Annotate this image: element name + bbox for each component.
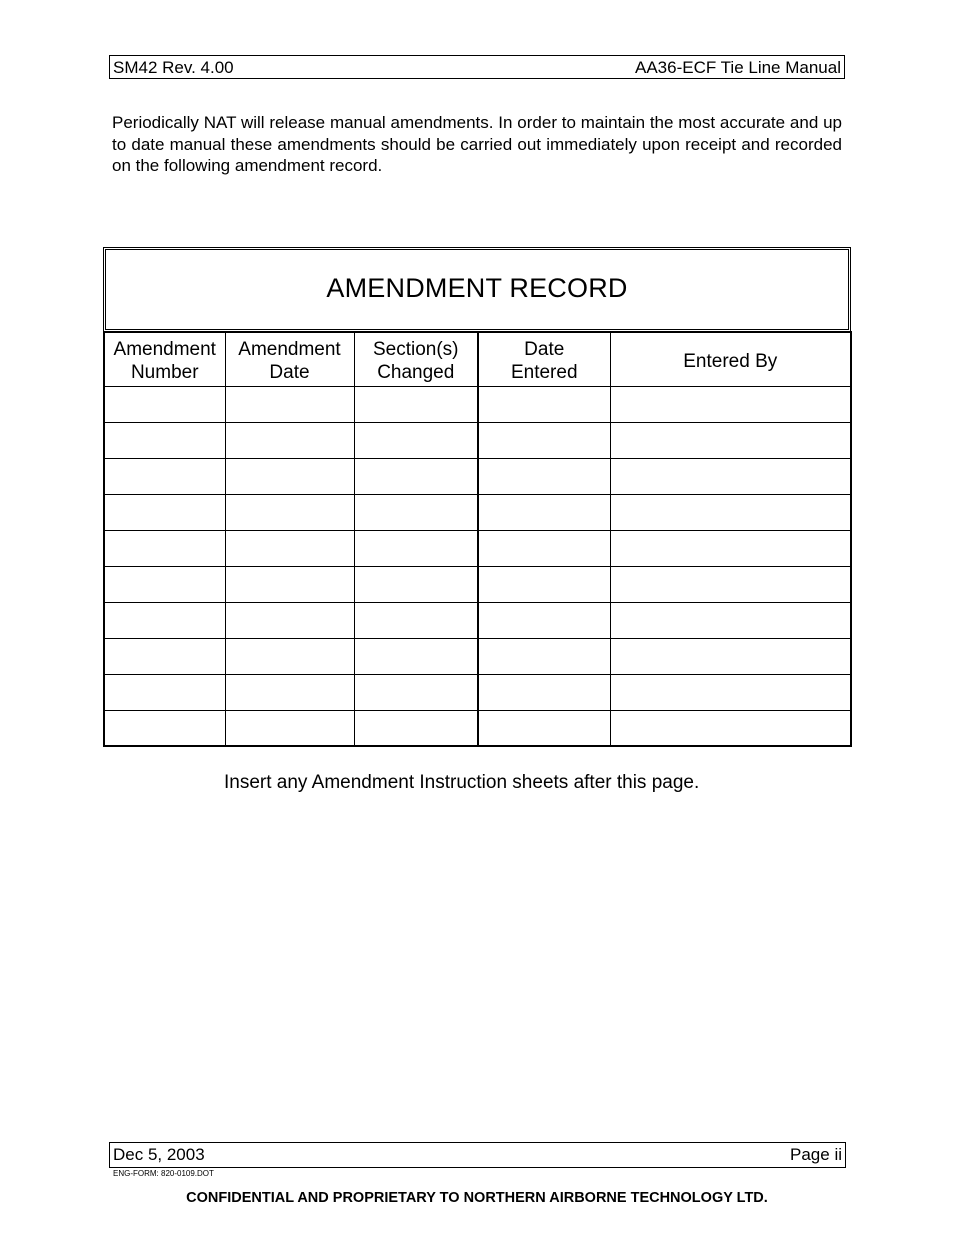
column-header-entered-by <box>610 332 851 386</box>
column-header-line: Changed <box>377 362 455 384</box>
column-header-line: Amendment <box>238 339 341 361</box>
manual-title: AA36-ECF Tie Line Manual <box>635 58 841 77</box>
table-row <box>104 386 851 422</box>
table-cell[interactable] <box>104 710 225 746</box>
amendment-record-title: AMENDMENT RECORD <box>326 273 628 303</box>
column-header-line: Number <box>130 362 199 384</box>
table-cell[interactable] <box>610 386 851 422</box>
table-cell[interactable] <box>104 674 225 710</box>
table-cell[interactable] <box>610 422 851 458</box>
amendment-instruction-note: Insert any Amendment Instruction sheets after this page. <box>224 772 700 793</box>
table-row <box>104 638 851 674</box>
table-cell[interactable] <box>354 602 478 638</box>
table-cell[interactable] <box>610 602 851 638</box>
table-cell[interactable] <box>104 566 225 602</box>
table-cell[interactable] <box>478 422 610 458</box>
form-code: ENG-FORM: 820-0109.DOT <box>113 1169 214 1178</box>
column-header-line: Date <box>269 362 310 384</box>
table-cell[interactable] <box>478 602 610 638</box>
table-cell[interactable] <box>225 386 354 422</box>
table-cell[interactable] <box>610 710 851 746</box>
table-cell[interactable] <box>478 710 610 746</box>
column-header-line: Date <box>524 339 565 361</box>
table-cell[interactable] <box>104 458 225 494</box>
table-cell[interactable] <box>610 674 851 710</box>
table-cell[interactable] <box>478 494 610 530</box>
table-cell[interactable] <box>610 458 851 494</box>
table-cell[interactable] <box>225 458 354 494</box>
table-cell[interactable] <box>225 566 354 602</box>
table-cell[interactable] <box>104 602 225 638</box>
table-row <box>104 530 851 566</box>
table-cell[interactable] <box>478 674 610 710</box>
table-row <box>104 422 851 458</box>
table-cell[interactable] <box>354 458 478 494</box>
table-cell[interactable] <box>225 638 354 674</box>
column-header-line: Entered <box>510 362 578 384</box>
column-header-line: Entered By <box>683 350 778 372</box>
document-id: SM42 Rev. 4.00 <box>113 58 234 77</box>
table-cell[interactable] <box>354 638 478 674</box>
table-cell[interactable] <box>478 530 610 566</box>
intro-paragraph: Periodically NAT will release manual amendments. In order to maintain the most accurate and up to date manual these amendments should be carried out immediately upon receipt and recorded on the following amendment record. <box>112 113 842 175</box>
column-header-sections-changed <box>354 332 478 386</box>
table-cell[interactable] <box>225 674 354 710</box>
table-cell[interactable] <box>354 530 478 566</box>
table-cell[interactable] <box>610 494 851 530</box>
page-footer <box>109 1142 846 1168</box>
table-cell[interactable] <box>104 638 225 674</box>
table-cell[interactable] <box>354 566 478 602</box>
footer-date: Dec 5, 2003 <box>113 1145 205 1164</box>
table-cell[interactable] <box>354 494 478 530</box>
table-cell[interactable] <box>104 422 225 458</box>
table-cell[interactable] <box>354 710 478 746</box>
column-header-line: Amendment <box>113 339 216 361</box>
table-row <box>104 602 851 638</box>
table-cell[interactable] <box>225 602 354 638</box>
amendment-record-title-box <box>103 247 851 332</box>
table-cell[interactable] <box>225 422 354 458</box>
page-number: Page ii <box>790 1145 842 1164</box>
table-cell[interactable] <box>225 710 354 746</box>
table-cell[interactable] <box>478 458 610 494</box>
table-row <box>104 674 851 710</box>
table-cell[interactable] <box>610 566 851 602</box>
page-header <box>109 55 845 79</box>
column-header-date-entered <box>478 332 610 386</box>
table-cell[interactable] <box>104 386 225 422</box>
column-header-line: Section(s) <box>372 339 459 361</box>
table-cell[interactable] <box>478 638 610 674</box>
table-cell[interactable] <box>478 566 610 602</box>
table-cell[interactable] <box>610 638 851 674</box>
column-header-amendment-number <box>104 332 225 386</box>
table-header-row <box>104 332 851 386</box>
table-cell[interactable] <box>104 530 225 566</box>
table-row <box>104 494 851 530</box>
table-cell[interactable] <box>354 674 478 710</box>
table-cell[interactable] <box>225 494 354 530</box>
table-cell[interactable] <box>610 530 851 566</box>
table-cell[interactable] <box>225 530 354 566</box>
table-cell[interactable] <box>354 386 478 422</box>
amendment-record-table <box>103 331 852 747</box>
table-row <box>104 458 851 494</box>
table-cell[interactable] <box>478 386 610 422</box>
table-row <box>104 566 851 602</box>
table-row <box>104 710 851 746</box>
column-header-amendment-date <box>225 332 354 386</box>
confidentiality-notice: CONFIDENTIAL AND PROPRIETARY TO NORTHERN AIRBORNE TECHNOLOGY LTD. <box>186 1190 768 1206</box>
table-cell[interactable] <box>354 422 478 458</box>
table-cell[interactable] <box>104 494 225 530</box>
